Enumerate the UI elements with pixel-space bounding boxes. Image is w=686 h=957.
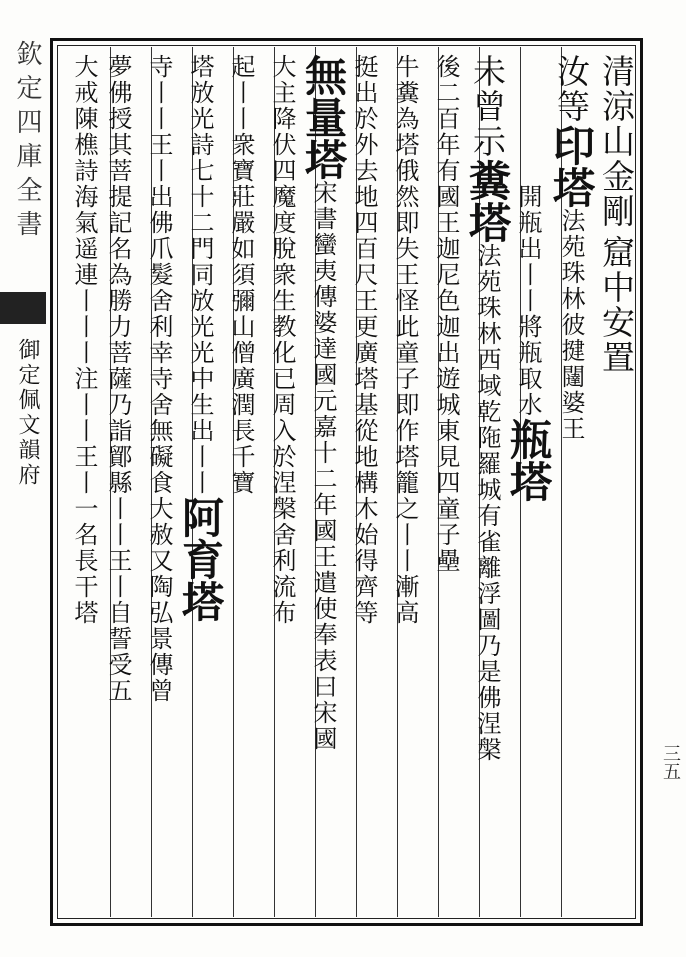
- column-text: 窟中安置: [597, 235, 636, 375]
- column-text: 起丨丨衆寶莊嚴如須彌山僧廣潤長千寶: [227, 54, 255, 496]
- column-text: 法苑珠林西域乾陁羅城有雀離浮圖乃是佛涅槃: [473, 243, 501, 763]
- column-text: 清涼山金剛: [597, 54, 636, 229]
- column-text: 夢佛授其菩提記名為勝力菩薩乃詣鄮縣丨丨王丨自誓受五: [104, 54, 132, 704]
- column-text: 挺出於外去地四百尺王更廣塔基從地構木始得齊等: [350, 54, 378, 626]
- column-text: 法苑珠林彼揵闥婆王: [557, 208, 585, 442]
- heading-ping-ta: 瓶塔: [504, 418, 553, 502]
- column-text: 大主降伏四魔度脫衆生教化已周入於涅槃舍利流布: [268, 54, 296, 626]
- text-column-1: [590, 54, 642, 916]
- column-text: 宋書蠻夷傳婆達國元嘉十二年國王遣使奉表曰宋國: [309, 180, 337, 752]
- book-title: 御定佩文韻府: [15, 338, 40, 488]
- column-text: 塔放光詩七十二門同放光光中生出丨丨: [186, 54, 214, 496]
- heading-yin-ta: 印塔: [547, 124, 596, 208]
- column-text: 牛糞為塔俄然即失王怪此童子即作塔籠之丨丨漸高: [391, 54, 419, 626]
- column-text: 開瓶出丨丨將瓶取水: [514, 184, 542, 418]
- fish-tail-ornament: [0, 292, 46, 324]
- column-text: 大戒陳樵詩海氣遥連丨丨丨注丨丨王丨一名長干塔: [70, 54, 98, 626]
- heading-ayu-ta: 阿育塔: [176, 496, 225, 622]
- text-column-14: [58, 54, 110, 916]
- heading-fen-ta: 糞塔: [463, 159, 512, 243]
- column-text: 汝等: [552, 54, 591, 124]
- heading-wuliang-ta: 無量塔: [299, 54, 348, 180]
- left-margin-text: 欽定四庫全書: [12, 40, 42, 244]
- column-text: 後二百年有國王迦尼色迦出遊城東見四童子壘: [432, 54, 460, 574]
- column-text: 寺丨丨王丨出佛爪髮舍利幸寺舍無礙食大赦又陶弘景傳曾: [145, 54, 173, 704]
- column-text: 未曾示: [468, 54, 507, 159]
- page-number: 三五: [660, 744, 681, 780]
